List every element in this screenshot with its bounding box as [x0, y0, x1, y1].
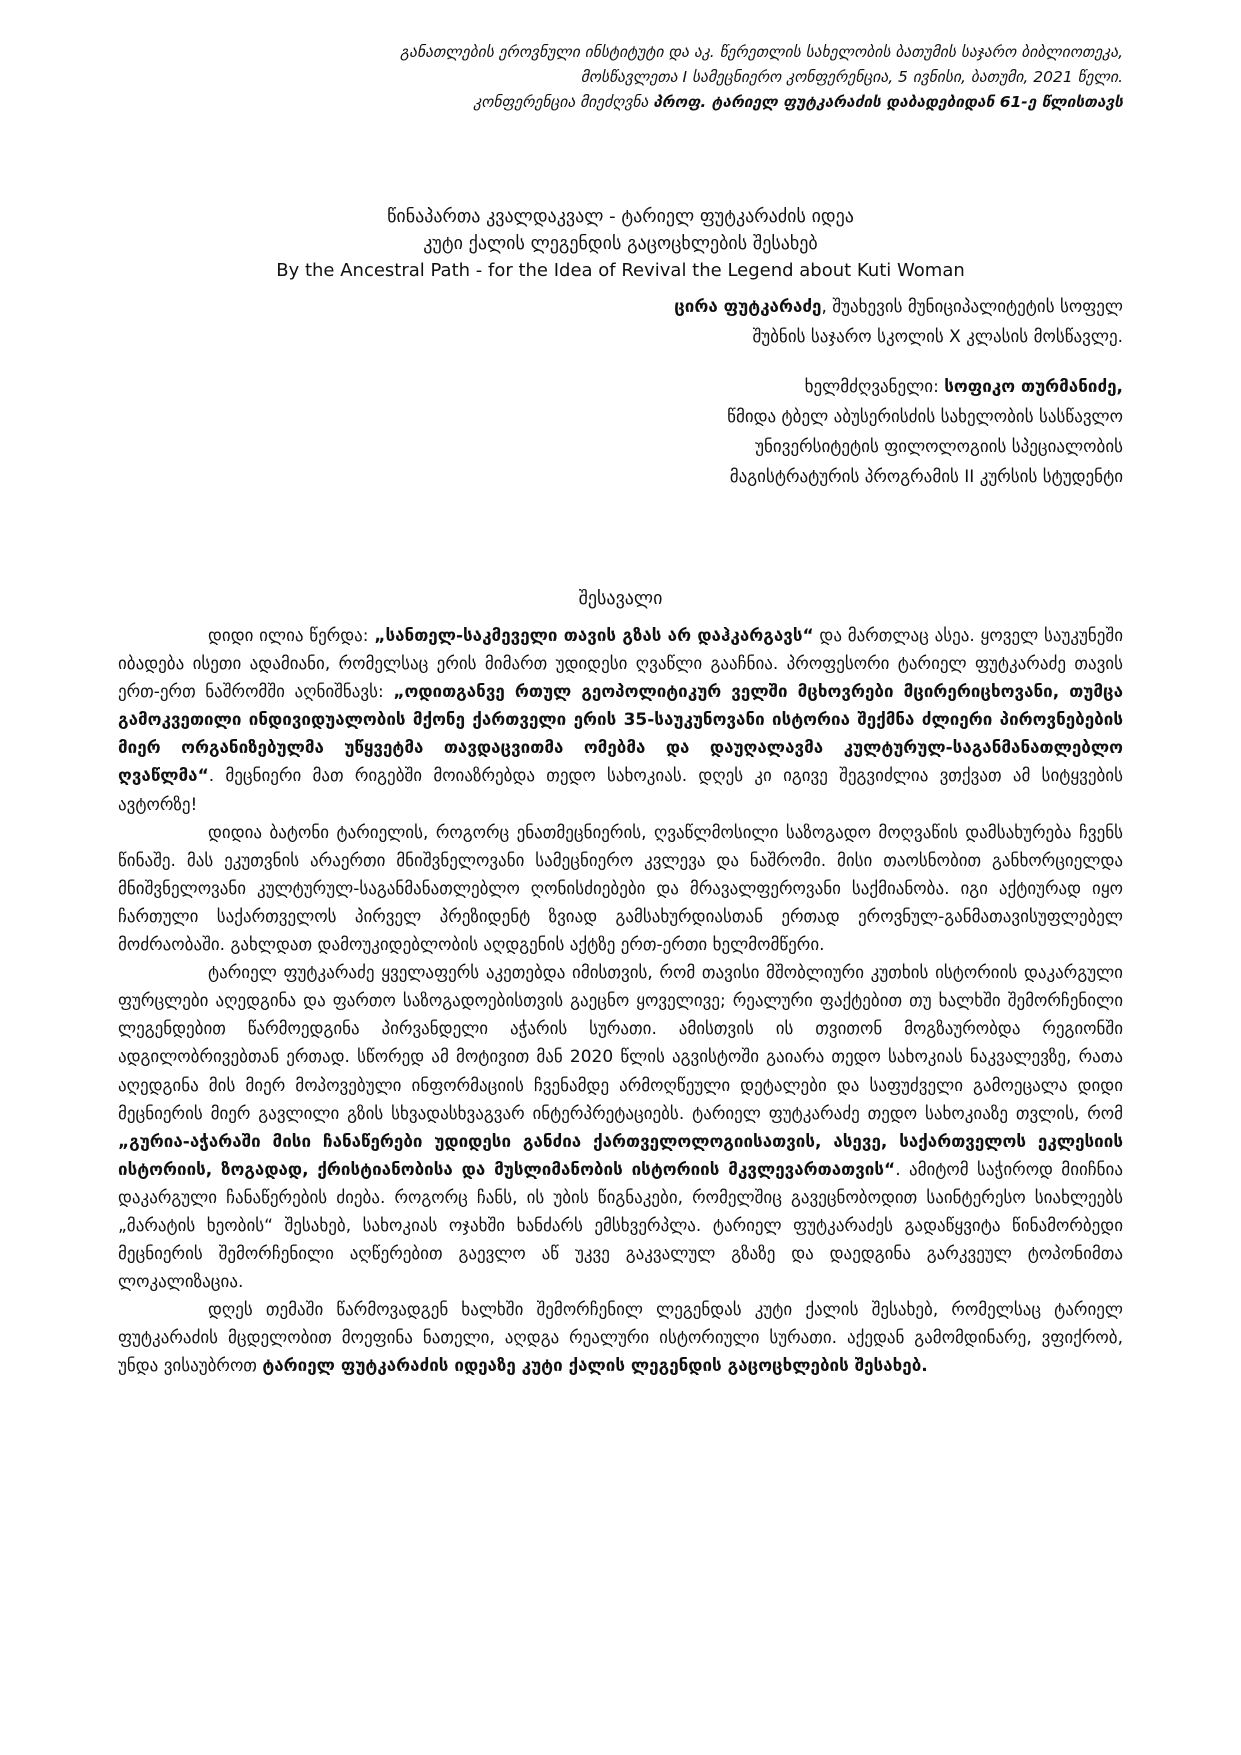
author-name: ცირა ფუტკარაძე: [674, 297, 822, 317]
author-line-2: შუბნის საჯარო სკოლის X კლასის მოსწავლე.: [752, 327, 1123, 347]
p4-text-a: დღეს თემაში წარმოვადგენ ხალხში შემორჩენილ ლეგენდას კუტი ქალის შესახებ, რომელსაც ტარიელ ფუტკარაძის მცდელობით მოეფინა ნათელი, აღდგა რეალური ისტორიული სურათი. აქედან გამომდინარე, ვფიქრობ, უნდა ვისაუბროთ: [118, 1300, 1123, 1377]
p1-text-a: დიდი ილია წერდა:: [208, 626, 375, 646]
supervisor-line-2: წმიდა ტბელ აბუსერისძის სახელობის სასწავლო: [727, 407, 1123, 427]
p4-topic-statement: ტარიელ ფუტკარაძის იდეაზე კუტი ქალის ლეგენდის გაცოცხლების შესახებ.: [262, 1356, 928, 1377]
paragraph-2: დიდია ბატონი ტარიელის, როგორც ენათმეცნიერის, ღვაწლმოსილი საზოგადო მოღვაწის დამსახურება ჩვენს წინაშე. მას ეკუთვნის არაერთი მნიშვნელოვანი სამეცნიერო კვლევა და ნაშრომი. მისი თაოსნობით განხორციელდა მნიშვნელოვანი კულტურულ-საგანმანათლებლო ღონისძიებები და მრავალფეროვანი საქმიანობა. იგი აქტიურად იყო ჩართული საქართველოს პირველ პრეზიდენტ ზვიად გამსახურდიასთან ერთად ეროვნულ-განმათავისუფლებელ მოძრაობაში. გახლდათ დამოუკიდებლობის აღდგენის აქტზე ერთ-ერთი ხელმომწერი.: [118, 822, 1123, 956]
p1-text-c: და მართლაც ასეა. ყოველ საუკუნეში იბადება ისეთი ადამიანი, რომელსაც ერის მიმართ უდიდესი ღვაწლი გააჩნია. პროფესორი ტარიელ ფუტკარაძე თავის ერთ-ერთ ნაშრომში აღნიშნავს:: [118, 626, 1124, 703]
p3-text-c: . ამიტომ საჭიროდ მიიჩნია დაკარგული ჩანაწერების ძიება. როგორც ჩანს, ის უბის წიგნაკები, რომელშიც გავეცნობოდით საინტერესო სიახლეებს „მარატის ხეობის“ შესახებ, სახოკიას ოჯახში ხანძარს ემსხვერპლა. ტარიელ ფუტკარაძეს გადაწყვიტა წინამორბედი მეცნიერის შემორჩენილი აღწერებით გაევლო აწ უკვე გაკვალულ გზაზე და დაედგინა გარკვეულ ტოპონიმთა ლოკალიზაცია.: [118, 1159, 1123, 1293]
header-line-3-prefix: კონფერენცია მიეძღვნა: [473, 93, 654, 111]
section-heading: შესავალი: [578, 588, 663, 609]
paragraph-1: [118, 622, 1123, 819]
title-line-1: წინაპართა კვალდაკვალ - ტარიელ ფუტკარაძის იდეა: [387, 206, 854, 227]
author-info: [674, 292, 1123, 352]
paper-title: [118, 203, 1123, 284]
body-text: [118, 622, 1123, 1381]
supervisor-info: [727, 372, 1123, 492]
header-line-2: მოსწავლეთა I სამეცნიერო კონფერენცია, 5 ივნისი, ბათუმი, 2021 წელი.: [580, 68, 1123, 86]
p1-quote-ilia: „სანთელ-საკმეველი თავის გზას არ დაჰკარგავს“: [374, 626, 814, 646]
title-line-english: By the Ancestral Path - for the Idea of Revival the Legend about Kuti Woman: [276, 260, 965, 281]
supervisor-name: სოფიკო თურმანიძე,: [944, 377, 1123, 397]
paragraph-4: [118, 1296, 1123, 1380]
p1-text-e: . მეცნიერი მათ რიგებში მოიაზრებდა თედო სახოკიას. დღეს კი იგივე შეგვიძლია ვთქვათ ამ სიტყვების ავტორზე!: [118, 766, 1123, 815]
paragraph-3: [118, 959, 1123, 1296]
supervisor-line-3: უნივერსიტეტის ფილოლოგიის სპეციალობის: [755, 437, 1123, 457]
header-line-3: [223, 90, 1123, 115]
supervisor-line-4: მაგისტრატურის პროგრამის II კურსის სტუდენტი: [729, 467, 1123, 487]
author-line-1: [674, 292, 1123, 322]
title-line-2: კუტი ქალის ლეგენდის გაცოცხლების შესახებ: [423, 233, 818, 254]
header-line-1: განათლების ეროვნული ინსტიტუტი და აკ. წერეთლის სახელობის ბათუმის საჯარო ბიბლიოთეკა,: [400, 43, 1123, 61]
supervisor-label: ხელმძღვანელი:: [804, 377, 945, 397]
p1-quote-history: „ოდითგანვე რთულ გეოპოლიტიკურ ველში მცხოვრები მცირერიცხოვანი, თუმცა გამოკვეთილი ინდივიდუალობის მქონე ქართველი ერის 35-საუკუნოვანი ისტორია შექმნა ძლიერი პიროვნებების მიერ ორგანიზებულმა უწყვეტმა თავდაცვითმა ომებმა და დაუღალავმა კულტურულ-საგანმანათლებლო ღვაწლმა“: [118, 682, 1124, 787]
conference-header: [223, 40, 1123, 115]
author-affiliation: , შუახევის მუნიციპალიტეტის სოფელ: [821, 297, 1123, 317]
p3-quote-records: „გურია-აჭარაში მისი ჩანაწერები უდიდესი განძია ქართველოლოგიისათვის, ასევე, საქართველოს ეკლესიის ისტორიის, ზოგადად, ქრისტიანობისა და მუსლიმანობის ისტორიის მკვლევართათვის“: [118, 1131, 1123, 1180]
p3-text-a: ტარიელ ფუტკარაძე ყველაფერს აკეთებდა იმისთვის, რომ თავისი მშობლიური კუთხის ისტორიის დაკარგული ფურცლები აღედგინა და ფართო საზოგადოებისთვის გაეცნო ყოველივე; რეალური ფაქტებით თუ ხალხში შემორჩენილი ლეგენდებით წარმოედგინა პირვანდელი აჭარის სურათი. ამისთვის ის თვითონ მოგზაურობდა რეგიონში ადგილობრივებთან ერთად. სწორედ ამ მოტივით მან 2020 წლის აგვისტოში გაიარა თედო სახოკიას ნაკვალევზე, რათა აღედგინა მის მიერ მოპოვებული ინფორმაციის ჩვენამდე არმოღწეული დეტალები და საფუძველი გამოეცალა დიდი მეცნიერის მიერ გავლილი გზის სხვადასხვაგვარ ინტერპრეტაციებს. ტარიელ ფუტკარაძე თედო სახოკიაზე თვლის, რომ: [118, 963, 1123, 1124]
supervisor-line-1: [727, 372, 1123, 402]
header-line-3-dedication: პროფ. ტარიელ ფუტკარაძის დაბადებიდან 61-ე წლისთავს: [653, 93, 1123, 111]
